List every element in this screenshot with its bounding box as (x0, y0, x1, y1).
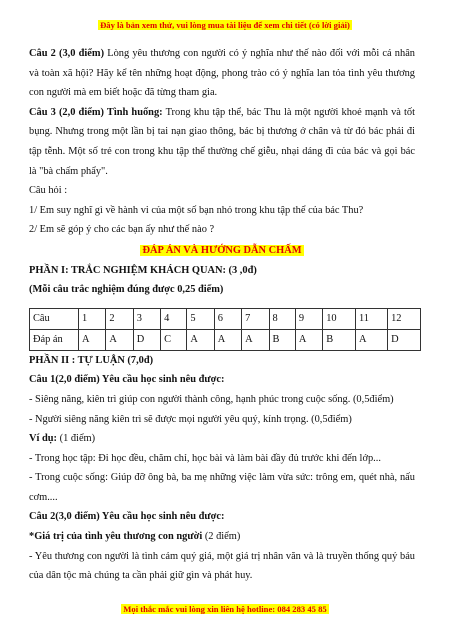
part-2-q1-example-life: - Trong cuộc sống: Giúp đỡ ông bà, ba mẹ những việc làm vừa sức: trông em, quét nhà, nấu cơm.... (29, 472, 415, 503)
answer-key: A (187, 329, 214, 350)
question-3 (29, 103, 415, 181)
part-2-q2-sub (29, 527, 415, 547)
part-2-q2-point-1: - Yêu thương con người là tình cảm quý giá, một giá trị nhân văn và là truyền thống quý báu của dân tộc mà chúng ta cần phải giữ gìn và phát huy. (29, 550, 415, 582)
question-number: 2 (106, 308, 133, 329)
footer-banner (0, 604, 450, 614)
answer-key: D (388, 329, 421, 350)
answer-key: A (295, 329, 322, 350)
question-number: 7 (242, 308, 269, 329)
answer-table (29, 308, 421, 351)
question-number: 9 (295, 308, 322, 329)
part-2-q2-heading: Câu 2(3,0 điểm) Yêu cầu học sinh nêu được: (29, 511, 225, 523)
question-3-text: Trong khu tập thể, bác Thu là một người khoẻ mạnh và tốt bụng. Nhưng trong một lần bị tai nạn giao thông, bác bị thương ở chân và từ đó bác phải đi tập tễnh. Một số trẻ con trong khu tập thể thường chế giễu, nhại dáng đi của bác và gọi bác là "bà chấm phẩy". (29, 106, 415, 177)
part-2-q1-example-study: - Trong học tập: Đi học đều, chăm chỉ, học bài và làm bài đầy đủ trước khi đến lớp... (29, 452, 381, 464)
question-number: 3 (133, 308, 160, 329)
header-banner-text: Đây là bản xem thử, vui lòng mua tài liệu để xem chi tiết (có lời giải) (100, 20, 350, 30)
part-2-q1-example (29, 429, 415, 449)
answer-table-header-question: Câu (30, 308, 79, 329)
part-2-q2-sub-label: *Giá trị của tình yêu thương con người (29, 531, 203, 543)
question-number: 8 (269, 308, 295, 329)
answer-key: A (79, 329, 106, 350)
question-3-label: Câu 3 (2,0 điểm) Tình huống: (29, 106, 163, 118)
question-number: 6 (214, 308, 241, 329)
question-3-prompt: Câu hỏi : (29, 185, 68, 197)
question-number: 4 (161, 308, 187, 329)
answer-key: C (161, 329, 187, 350)
answer-key: A (214, 329, 241, 350)
answer-key: A (242, 329, 269, 350)
example-label: Ví dụ: (29, 433, 58, 445)
part-2-q1-heading: Câu 1(2,0 điểm) Yêu cầu học sinh nêu được: (29, 374, 225, 386)
part-1-title: PHẦN I: TRẮC NGHIỆM KHÁCH QUAN: (3 ,0đ) (29, 264, 257, 276)
question-2-text: Lòng yêu thương con người có ý nghĩa như thế nào đối với mỗi cá nhân và toàn xã hội? Hãy kể tên những hoạt động, phong trào có ý nghĩa lan tỏa tình yêu thương con người mà em biết hoặc đã từng tham gia. (29, 48, 416, 99)
example-score: (1 điểm) (57, 433, 96, 445)
question-3-item-1: 1/ Em suy nghĩ gì về hành vi của một số bạn nhỏ trong khu tập thể của bác Thu? (29, 204, 364, 216)
answer-table-header-answer: Đáp án (30, 329, 79, 350)
answer-key: D (133, 329, 160, 350)
answer-table-row-answers (30, 329, 421, 350)
answer-title (29, 241, 415, 261)
footer-banner-text: Mọi thắc mắc vui lòng xin liên hệ hotline: 084 283 45 85 (123, 604, 327, 614)
part-1-note: (Mỗi câu trắc nghiệm đúng được 0,25 điểm) (29, 284, 224, 296)
document-body (29, 44, 415, 586)
question-number: 11 (355, 308, 387, 329)
answer-key: A (106, 329, 133, 350)
answer-key: B (269, 329, 295, 350)
part-2-q1-point-2: - Người siêng năng kiên trì sẽ được mọi người yêu quý, kính trọng. (0,5điểm) (29, 413, 352, 425)
answer-key: B (323, 329, 356, 350)
answer-table-row-questions (30, 308, 421, 329)
answer-title-text: ĐÁP ÁN VÀ HƯỚNG DẪN CHẤM (142, 244, 302, 256)
part-2-q1-point-1: - Siêng năng, kiên trì giúp con người thành công, hạnh phúc trong cuộc sống. (0,5điểm) (29, 393, 394, 405)
question-number: 5 (187, 308, 214, 329)
question-number: 12 (388, 308, 421, 329)
answer-key: A (355, 329, 387, 350)
question-3-item-2: 2/ Em sẽ góp ý cho các bạn ấy như thế nào ? (29, 224, 215, 236)
part-2-title: PHẦN II : TỰ LUẬN (7,0đ) (29, 354, 154, 366)
question-2 (29, 44, 415, 103)
question-number: 1 (79, 308, 106, 329)
part-2-q2-sub-score: (2 điểm) (202, 531, 241, 543)
question-2-label: Câu 2 (3,0 điểm) (29, 48, 105, 59)
header-banner (0, 20, 450, 30)
question-number: 10 (323, 308, 356, 329)
